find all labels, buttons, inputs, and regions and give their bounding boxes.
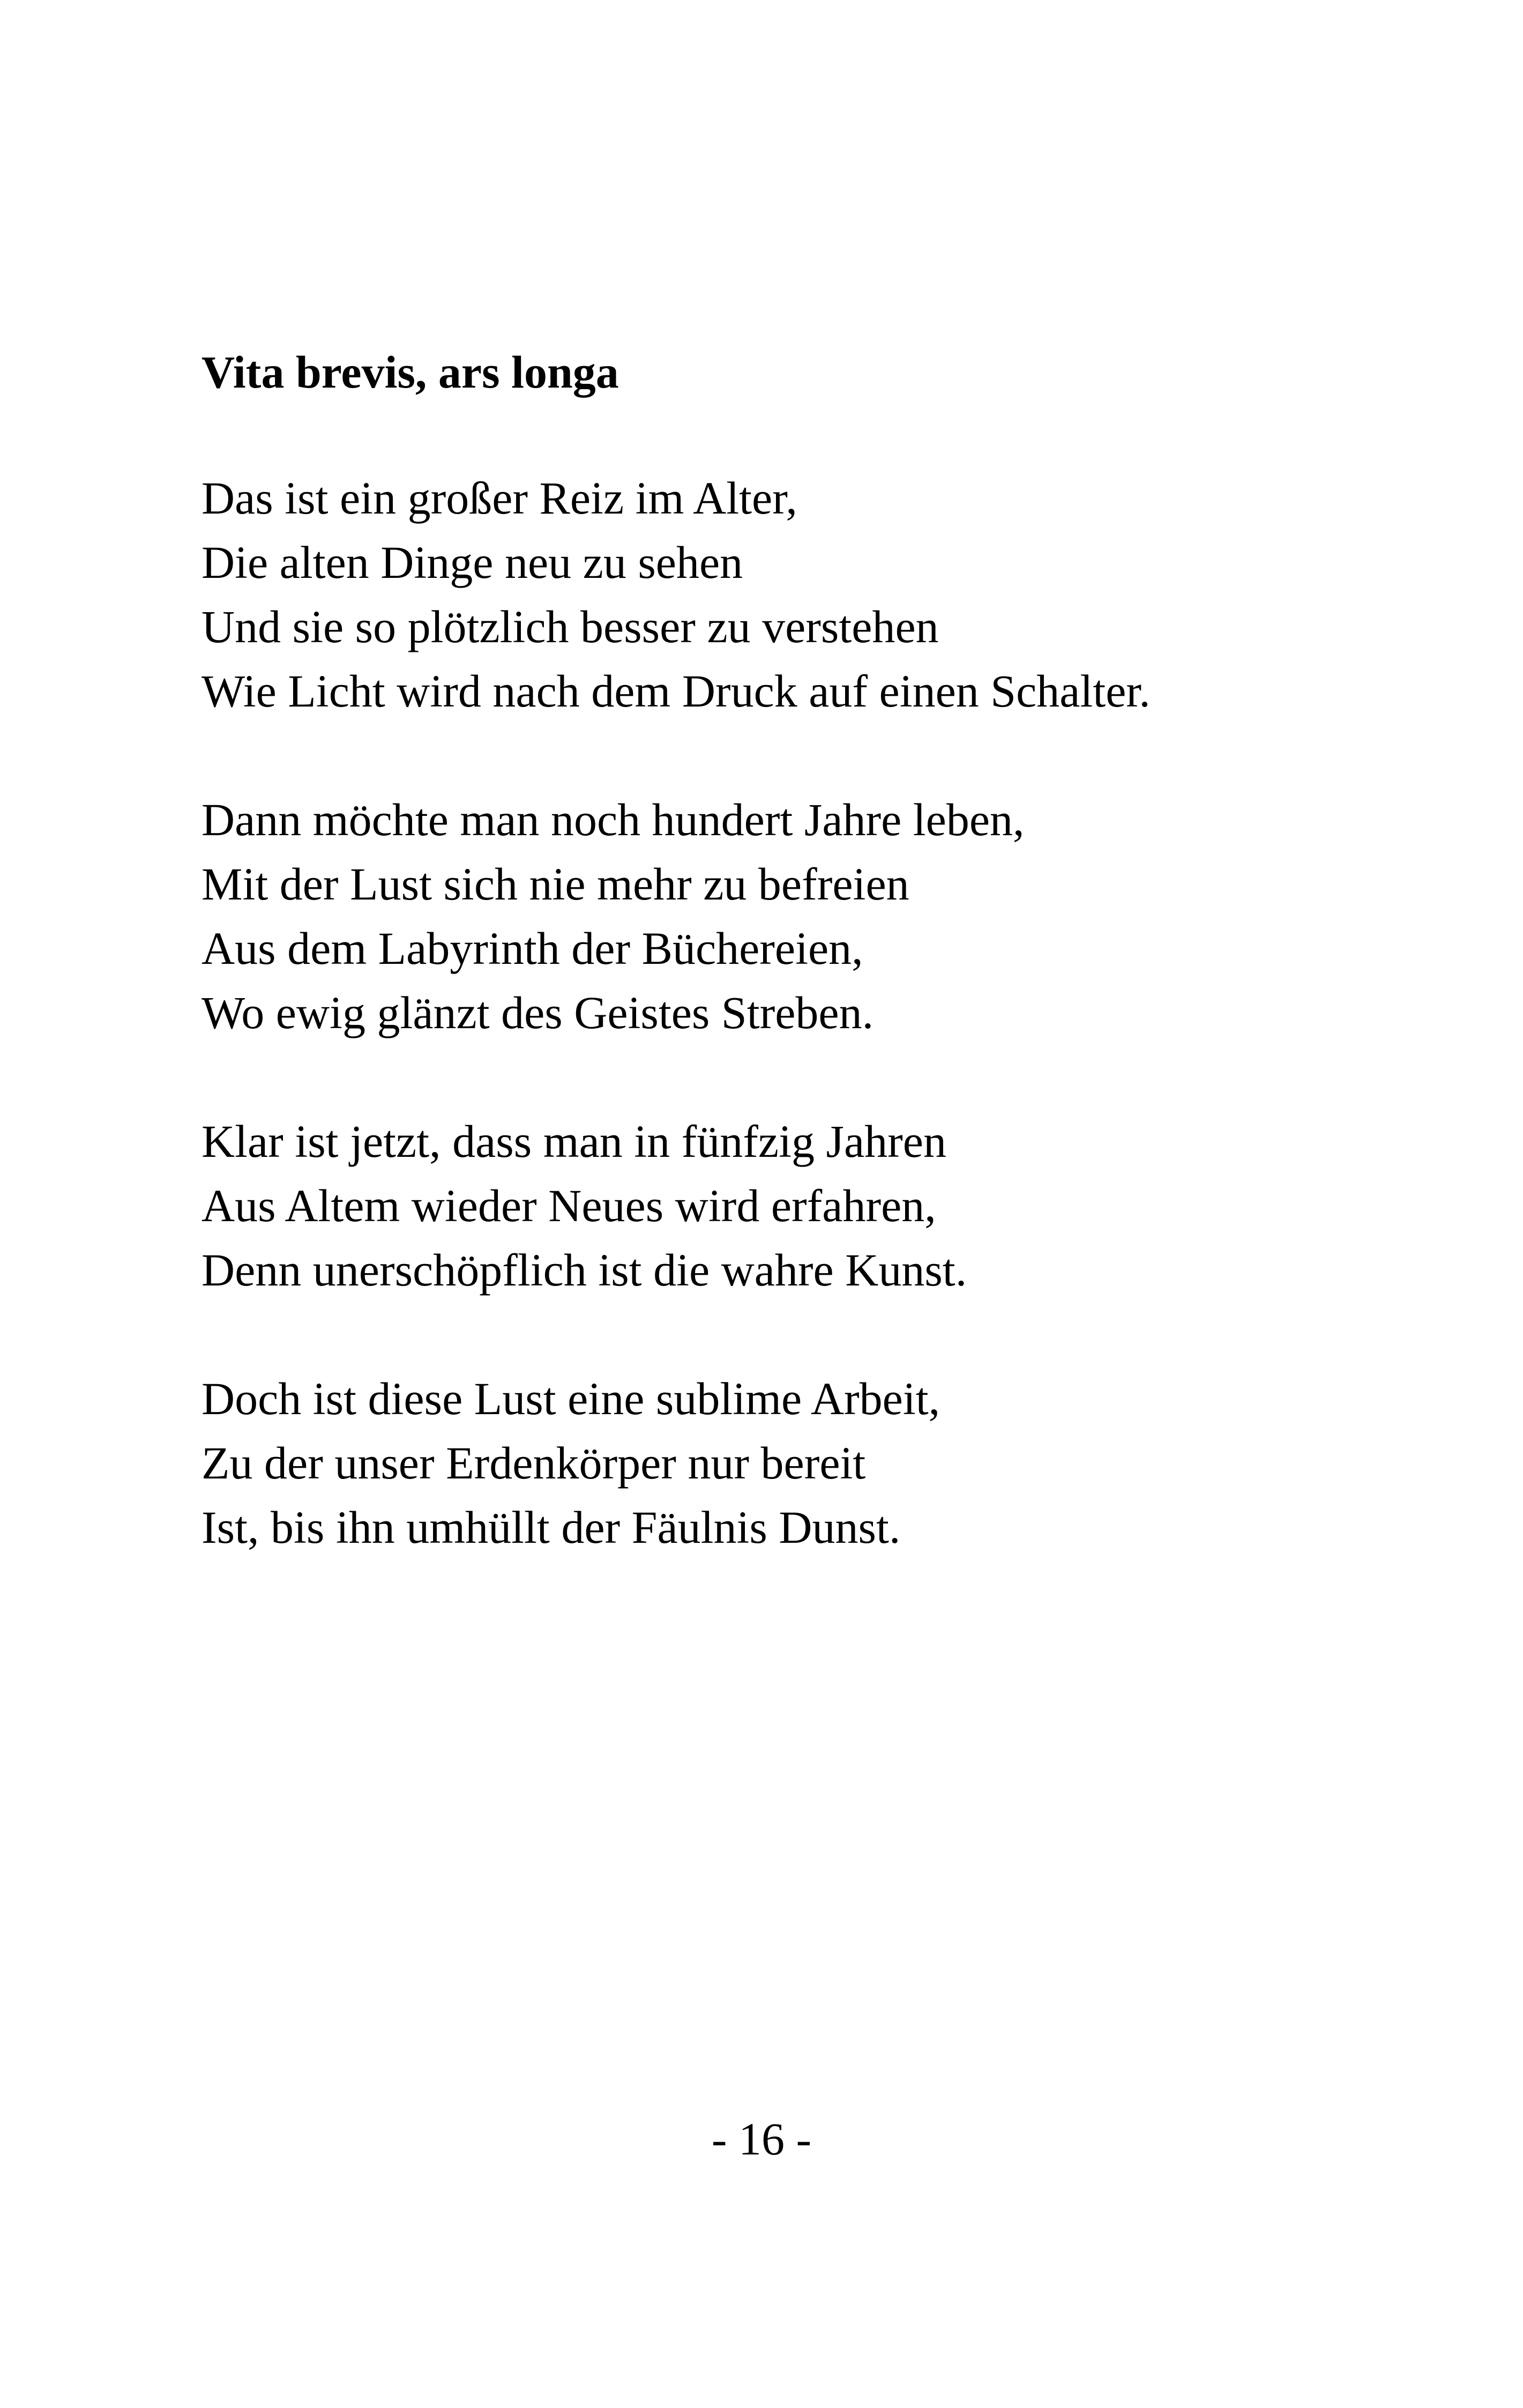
poem-line: Das ist ein großer Reiz im Alter, — [201, 472, 797, 524]
stanza-1 — [201, 466, 1380, 723]
poem-title: Vita brevis, ars longa — [201, 346, 619, 398]
poem-line: Dann möchte man noch hundert Jahre leben, — [201, 794, 1025, 845]
poem-line: Wo ewig glänzt des Geistes Streben. — [201, 987, 874, 1038]
stanza-3 — [201, 1109, 1380, 1302]
poem-line: Doch ist diese Lust eine sublime Arbeit, — [201, 1373, 940, 1424]
stanza-4 — [201, 1366, 1380, 1559]
poem — [201, 340, 1380, 1559]
poem-line: Die alten Dinge neu zu sehen — [201, 537, 743, 588]
page-number: - 16 - — [711, 2113, 812, 2165]
poem-line: Denn unerschöpflich ist die wahre Kunst. — [201, 1244, 967, 1296]
poem-line: Aus Altem wieder Neues wird erfahren, — [201, 1180, 936, 1231]
poem-line: Ist, bis ihn umhüllt der Fäulnis Dunst. — [201, 1502, 901, 1553]
poem-line: Und sie so plötzlich besser zu verstehen — [201, 601, 939, 652]
poem-line: Wie Licht wird nach dem Druck auf einen Schalter. — [201, 665, 1151, 717]
poem-line: Aus dem Labyrinth der Büchereien, — [201, 923, 863, 974]
stanza-2 — [201, 787, 1380, 1045]
poem-line: Mit der Lust sich nie mehr zu befreien — [201, 858, 909, 910]
poem-line: Zu der unser Erdenkörper nur bereit — [201, 1437, 866, 1489]
poem-line: Klar ist jetzt, dass man in fünfzig Jahren — [201, 1116, 946, 1167]
